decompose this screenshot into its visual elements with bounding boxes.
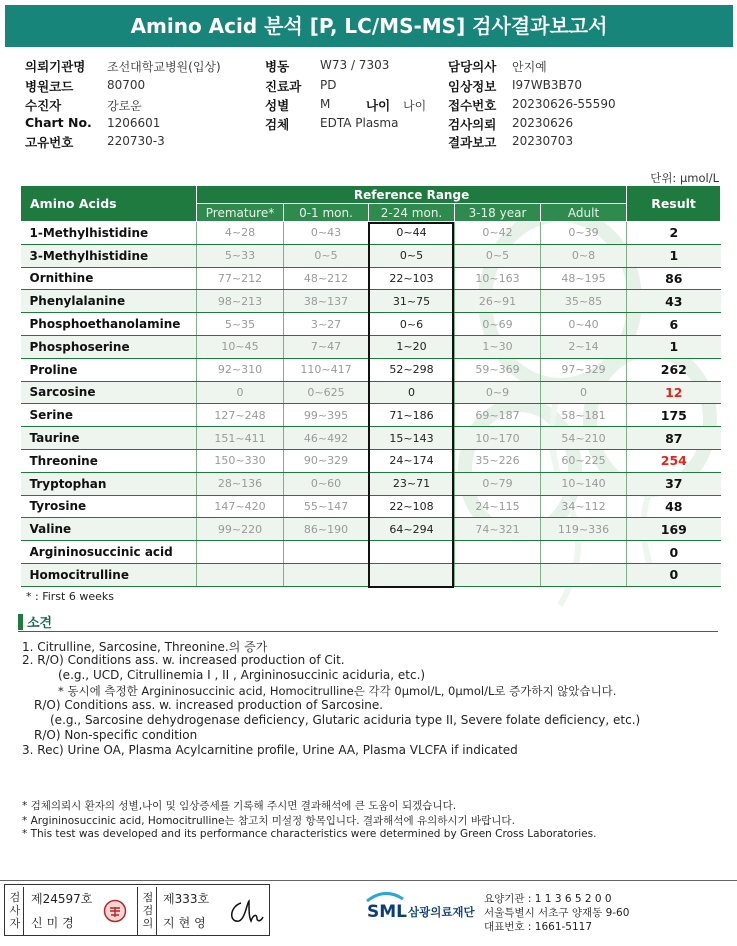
- reference-range-cell: 4~28: [197, 222, 284, 245]
- reviewer-signature-icon: [227, 897, 265, 927]
- opinion-heading: [18, 612, 52, 631]
- sig-label-examiner: [6, 887, 24, 935]
- label-age: 나이: [366, 98, 391, 113]
- value-unique-no: 220730-3: [107, 134, 165, 148]
- label-requesting-institution: 의뢰기관명: [25, 59, 86, 74]
- reference-range-cell: 0~79: [455, 472, 541, 495]
- result-value: 86: [627, 267, 721, 290]
- note-2: * Argininosuccinic acid, Homocitrulline는 참고치 미설정 항목입니다. 결과해석에 유의하시기 바랍니다.: [22, 815, 515, 827]
- reference-range-cell: 0~5: [284, 244, 369, 267]
- amino-acid-name: Tryptophan: [21, 472, 197, 495]
- reference-range-cell: 15~143: [369, 427, 455, 450]
- value-request-date: 20230626: [512, 116, 574, 130]
- header-0-1-mon: 0-1 mon.: [284, 204, 369, 222]
- header-premature: Premature*: [197, 204, 284, 222]
- reference-range-cell: 48~195: [541, 267, 627, 290]
- label-receipt-no: 접수번호: [448, 98, 497, 113]
- reference-range-cell: 74~321: [455, 518, 541, 541]
- examiner-seal-icon: [103, 899, 127, 923]
- reference-range-cell: 0~40: [541, 313, 627, 336]
- lab-address: 서울특별시 서초구 양재동 9-60: [484, 907, 630, 919]
- reference-range-cell: 0~6: [369, 313, 455, 336]
- reference-range-cell: 5~35: [197, 313, 284, 336]
- reference-range-cell: 0~60: [284, 472, 369, 495]
- reference-range-cell: 31~75: [369, 290, 455, 313]
- label-ward: 병동: [265, 59, 290, 74]
- label-patient-name: 수진자: [25, 98, 62, 113]
- value-department: PD: [320, 78, 337, 92]
- reference-range-cell: 99~220: [197, 518, 284, 541]
- header-reference-range: Reference Range: [197, 186, 627, 204]
- reference-range-cell: [284, 563, 369, 586]
- reference-range-cell: 0~9: [455, 381, 541, 404]
- reference-range-cell: [541, 563, 627, 586]
- value-age: 나이: [403, 99, 427, 113]
- examiner-license: 제24597호: [31, 892, 93, 906]
- reference-range-cell: 10~163: [455, 267, 541, 290]
- result-value: 48: [627, 495, 721, 518]
- reference-range-cell: 119~336: [541, 518, 627, 541]
- reviewer-name: 지현영: [163, 916, 210, 930]
- amino-acid-name: Proline: [21, 358, 197, 381]
- reference-range-cell: 0~39: [541, 222, 627, 245]
- report-title: Amino Acid 분석 [P, LC/MS-MS] 검사결과보고서: [5, 5, 733, 47]
- value-specimen: EDTA Plasma: [320, 116, 399, 130]
- result-value: 0: [627, 541, 721, 564]
- amino-acid-name: Serine: [21, 404, 197, 427]
- reference-range-cell: 0~42: [455, 222, 541, 245]
- highlight-2-24-mon-column: [368, 222, 454, 588]
- opinion-line-2: 2. R/O) Conditions ass. w. increased production of Cit.: [22, 653, 345, 667]
- examiner-name: 신미경: [31, 916, 78, 930]
- reference-range-cell: 0: [541, 381, 627, 404]
- amino-acid-name: Valine: [21, 518, 197, 541]
- opinion-line-7: R/O) Non-specific condition: [34, 728, 198, 742]
- value-clinical-info: I97WB3B70: [512, 78, 583, 92]
- signature-box: [4, 884, 270, 936]
- reference-range-cell: 26~91: [455, 290, 541, 313]
- value-receipt-no: 20230626-55590: [512, 97, 616, 111]
- reference-range-cell: 0~43: [284, 222, 369, 245]
- amino-acid-name: Ornithine: [21, 267, 197, 290]
- amino-acid-name: Sarcosine: [21, 381, 197, 404]
- result-value: 2: [627, 222, 721, 245]
- reference-range-cell: 0~8: [541, 244, 627, 267]
- reference-range-cell: 35~226: [455, 449, 541, 472]
- reference-range-cell: 2~14: [541, 335, 627, 358]
- reviewer-license: 제333호: [163, 892, 210, 906]
- label-request-date: 검사의뢰: [448, 117, 497, 132]
- reference-range-cell: 98~213: [197, 290, 284, 313]
- reference-range-cell: 55~147: [284, 495, 369, 518]
- reference-range-cell: 23~71: [369, 472, 455, 495]
- reference-range-cell: 151~411: [197, 427, 284, 450]
- label-specimen: 검체: [265, 117, 290, 132]
- reference-range-cell: 0: [197, 381, 284, 404]
- amino-acid-name: Phosphoserine: [21, 335, 197, 358]
- reference-range-cell: 10~140: [541, 472, 627, 495]
- reference-range-cell: 1~20: [369, 335, 455, 358]
- result-value: 12: [627, 381, 721, 404]
- reference-range-cell: 92~310: [197, 358, 284, 381]
- opinion-divider: [18, 631, 718, 632]
- reference-range-cell: 59~369: [455, 358, 541, 381]
- reference-range-cell: 69~187: [455, 404, 541, 427]
- note-3: * This test was developed and its performance characteristics were determined by Green Cross Laboratories.: [22, 828, 597, 840]
- sml-logo-arc-icon: [365, 889, 405, 903]
- result-value: 43: [627, 290, 721, 313]
- label-hospital-code: 병원코드: [25, 79, 74, 94]
- amino-acid-name: Threonine: [21, 449, 197, 472]
- unit-label: 단위: μmol/L: [650, 171, 719, 185]
- note-1: * 검체의뢰시 환자의 성별,나이 및 임상증세를 기록해 주시면 결과해석에 큰 도움이 되겠습니다.: [22, 800, 457, 812]
- header-amino-acids: Amino Acids: [21, 186, 197, 222]
- reference-range-cell: [541, 541, 627, 564]
- result-value: 6: [627, 313, 721, 336]
- reference-range-cell: 10~170: [455, 427, 541, 450]
- reference-range-cell: [284, 541, 369, 564]
- reviewer-label: 점 검 의: [142, 891, 154, 930]
- lab-name: 삼광의료재단: [408, 905, 475, 919]
- label-unique-no: 고유번호: [25, 135, 74, 150]
- header-3-18-year: 3-18 year: [455, 204, 541, 222]
- reference-range-cell: 46~492: [284, 427, 369, 450]
- lab-code: 요양기관 : 1 1 3 6 5 2 0 0: [484, 893, 612, 905]
- value-report-date: 20230703: [512, 134, 574, 148]
- opinion-line-8: 3. Rec) Urine OA, Plasma Acylcarnitine profile, Urine AA, Plasma VLCFA if indicated: [22, 743, 518, 757]
- header-2-24-mon: 2-24 mon.: [369, 204, 455, 222]
- label-sex: 성별: [265, 98, 290, 113]
- value-ward: W73 / 7303: [320, 58, 390, 72]
- label-doctor: 담당의사: [448, 59, 497, 74]
- result-value: 254: [627, 449, 721, 472]
- value-sex: M: [320, 97, 331, 111]
- result-value: 87: [627, 427, 721, 450]
- reference-range-cell: 0~69: [455, 313, 541, 336]
- reference-range-cell: 24~115: [455, 495, 541, 518]
- amino-acid-name: Homocitrulline: [21, 563, 197, 586]
- opinion-line-1: 1. Citrulline, Sarcosine, Threonine.의 증가: [22, 640, 268, 654]
- header-result: Result: [627, 186, 721, 222]
- value-chart-no: 1206601: [107, 116, 161, 130]
- lab-phone: 대표번호 : 1661-5117: [484, 921, 593, 933]
- reference-range-cell: 34~112: [541, 495, 627, 518]
- result-value: 1: [627, 335, 721, 358]
- amino-acid-name: 3-Methylhistidine: [21, 244, 197, 267]
- sig-label-reviewer: [137, 887, 157, 935]
- amino-acid-name: Phosphoethanolamine: [21, 313, 197, 336]
- reference-range-cell: 150~330: [197, 449, 284, 472]
- label-department: 진료과: [265, 79, 302, 94]
- result-value: 1: [627, 244, 721, 267]
- reference-range-cell: 22~108: [369, 495, 455, 518]
- lab-logo-text: SML: [367, 902, 407, 922]
- amino-acid-name: 1-Methylhistidine: [21, 222, 197, 245]
- opinion-line-4: * 동시에 측정한 Argininosuccinic acid, Homocitrulline은 각각 0μmol/L, 0μmol/L로 증가하지 않았습니다.: [58, 684, 617, 698]
- amino-acid-name: Tyrosine: [21, 495, 197, 518]
- header-adult: Adult: [541, 204, 627, 222]
- reference-range-cell: [455, 563, 541, 586]
- reference-range-cell: [197, 563, 284, 586]
- amino-acid-name: Taurine: [21, 427, 197, 450]
- result-value: 262: [627, 358, 721, 381]
- reference-range-cell: 147~420: [197, 495, 284, 518]
- examiner-label: 검 사 자: [9, 891, 21, 930]
- reference-range-cell: 86~190: [284, 518, 369, 541]
- label-clinical-info: 임상정보: [448, 79, 497, 94]
- reference-range-cell: 54~210: [541, 427, 627, 450]
- reference-range-cell: 77~212: [197, 267, 284, 290]
- result-value: 0: [627, 563, 721, 586]
- reference-range-cell: 22~103: [369, 267, 455, 290]
- reference-range-cell: [197, 541, 284, 564]
- reference-range-cell: 0~625: [284, 381, 369, 404]
- reference-range-cell: 90~329: [284, 449, 369, 472]
- opinion-heading-text: 소견: [27, 616, 53, 631]
- reference-range-cell: 48~212: [284, 267, 369, 290]
- value-doctor: 안지예: [512, 60, 547, 74]
- reference-range-cell: 3~27: [284, 313, 369, 336]
- value-hospital-code: 80700: [107, 78, 146, 92]
- reference-range-cell: 5~33: [197, 244, 284, 267]
- value-patient-name: 강로운: [107, 99, 142, 113]
- reference-range-cell: 99~395: [284, 404, 369, 427]
- footer-divider: [0, 880, 737, 881]
- reference-range-cell: 10~45: [197, 335, 284, 358]
- reference-range-cell: 52~298: [369, 358, 455, 381]
- reference-range-cell: 97~329: [541, 358, 627, 381]
- reference-range-cell: 127~248: [197, 404, 284, 427]
- reference-range-cell: 64~294: [369, 518, 455, 541]
- value-requesting-institution: 조선대학교병원(입상): [107, 60, 221, 74]
- reference-range-cell: 28~136: [197, 472, 284, 495]
- heading-bar-icon: [18, 614, 23, 630]
- result-value: 175: [627, 404, 721, 427]
- result-value: 169: [627, 518, 721, 541]
- reference-range-cell: [455, 541, 541, 564]
- reference-range-cell: 38~137: [284, 290, 369, 313]
- reference-range-cell: 0~44: [369, 222, 455, 245]
- reference-range-cell: 7~47: [284, 335, 369, 358]
- reference-range-cell: 0~5: [455, 244, 541, 267]
- opinion-line-5: R/O) Conditions ass. w. increased production of Sarcosine.: [34, 698, 384, 712]
- reference-range-cell: 0: [369, 381, 455, 404]
- label-chart-no: Chart No.: [25, 115, 92, 130]
- reference-range-cell: 0~5: [369, 244, 455, 267]
- reference-range-cell: 35~85: [541, 290, 627, 313]
- label-report-date: 결과보고: [448, 135, 497, 150]
- result-value: 37: [627, 472, 721, 495]
- opinion-line-6: (e.g., Sarcosine dehydrogenase deficiency, Glutaric aciduria type II, Severe folate deficiency, etc.): [50, 713, 641, 727]
- amino-acid-name: Phenylalanine: [21, 290, 197, 313]
- amino-acid-name: Argininosuccinic acid: [21, 541, 197, 564]
- reference-range-cell: 71~186: [369, 404, 455, 427]
- opinion-line-3: (e.g., UCD, Citrullinemia I , II , Argininosuccinic aciduria, etc.): [58, 668, 426, 682]
- reference-range-cell: 1~30: [455, 335, 541, 358]
- footnote: * : First 6 weeks: [26, 590, 114, 603]
- reference-range-cell: 58~181: [541, 404, 627, 427]
- reference-range-cell: 24~174: [369, 449, 455, 472]
- reference-range-cell: 110~417: [284, 358, 369, 381]
- reference-range-cell: 60~225: [541, 449, 627, 472]
